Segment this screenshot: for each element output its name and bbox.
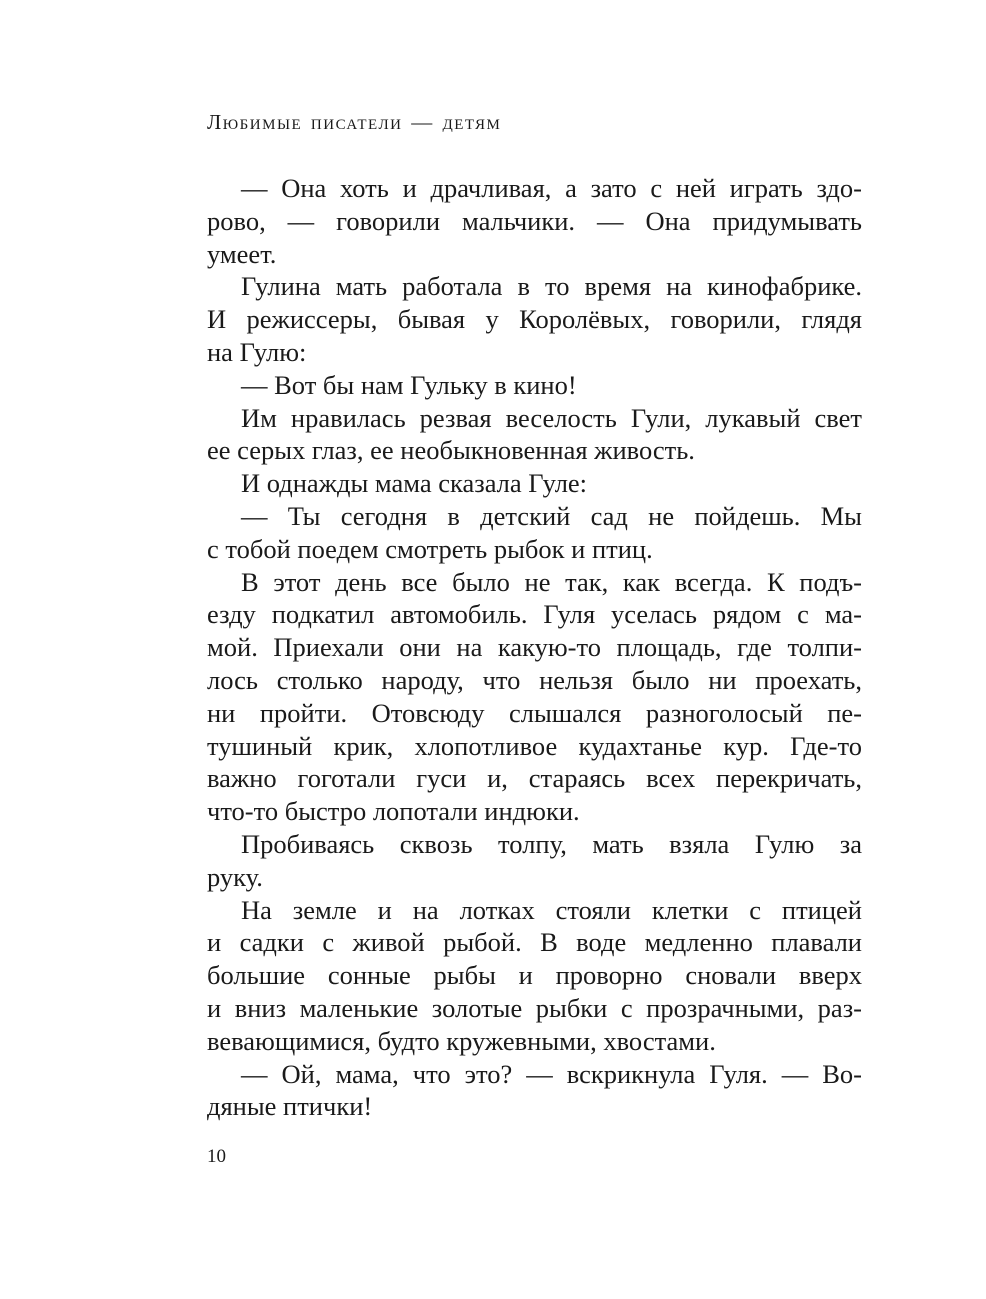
text-line: — Ты сегодня в детский сад не пойдешь. Мы: [241, 501, 862, 531]
text-line: руку.: [207, 861, 263, 892]
text-line: большие сонные рыбы и проворно сновали вверх: [207, 960, 862, 991]
text-line: — Вот бы нам Гульку в кино!: [241, 369, 577, 400]
text-line: с тобой поедем смотреть рыбок и птиц.: [207, 533, 653, 564]
running-head: Любимые писатели — детям: [207, 110, 502, 134]
text-line: важно гоготали гуси и, стараясь всех перекричать,: [207, 763, 862, 794]
text-line: тушиный крик, хлопотливое кудахтанье кур. Где-то: [207, 730, 862, 761]
text-line: на Гулю:: [207, 337, 307, 367]
text-line: ни пройти. Отовсюду слышался разноголосый пе-: [207, 697, 862, 728]
page-number: 10: [207, 1146, 226, 1167]
text-line: Им нравилась резвая веселость Гули, лукавый свет: [241, 402, 862, 433]
text-line: вевающимися, будто кружевными, хвостами.: [207, 1025, 716, 1056]
text-line: лось столько народу, что нельзя было ни проехать,: [207, 665, 862, 695]
text-line: Гулина мать работала в то время на кинофабрике.: [241, 271, 862, 302]
text-line: — Ой, мама, что это? — вскрикнула Гуля. — Во-: [241, 1058, 862, 1089]
text-line: и садки с живой рыбой. В воде медленно плавали: [207, 927, 862, 958]
text-line: — Она хоть и драчливая, а зато с ней играть здо-: [241, 173, 862, 203]
text-line: езду подкатил автомобиль. Гуля уселась рядом с ма-: [207, 599, 862, 630]
text-line: рово, — говорили мальчики. — Она придумывать: [207, 205, 862, 236]
text-line: ее серых глаз, ее необыкновенная живость.: [207, 435, 695, 466]
text-line: В этот день все было не так, как всегда. К подъ-: [241, 566, 862, 597]
text-line: И режиссеры, бывая у Королёвых, говорили, глядя: [207, 304, 862, 335]
text-line: мой. Приехали они на какую-то площадь, где толпи-: [207, 632, 862, 663]
text-line: что-то быстро лопотали индюки.: [207, 796, 580, 827]
text-line: умеет.: [207, 238, 277, 269]
text-line: дяные птички!: [207, 1091, 373, 1122]
text-line: На земле и на лотках стояли клетки с птицей: [241, 894, 862, 925]
text-line: И однажды мама сказала Гуле:: [241, 468, 588, 499]
text-line: Пробиваясь сквозь толпу, мать взяла Гулю за: [241, 829, 862, 859]
text-line: и вниз маленькие золотые рыбки с прозрачными, раз-: [207, 993, 862, 1023]
